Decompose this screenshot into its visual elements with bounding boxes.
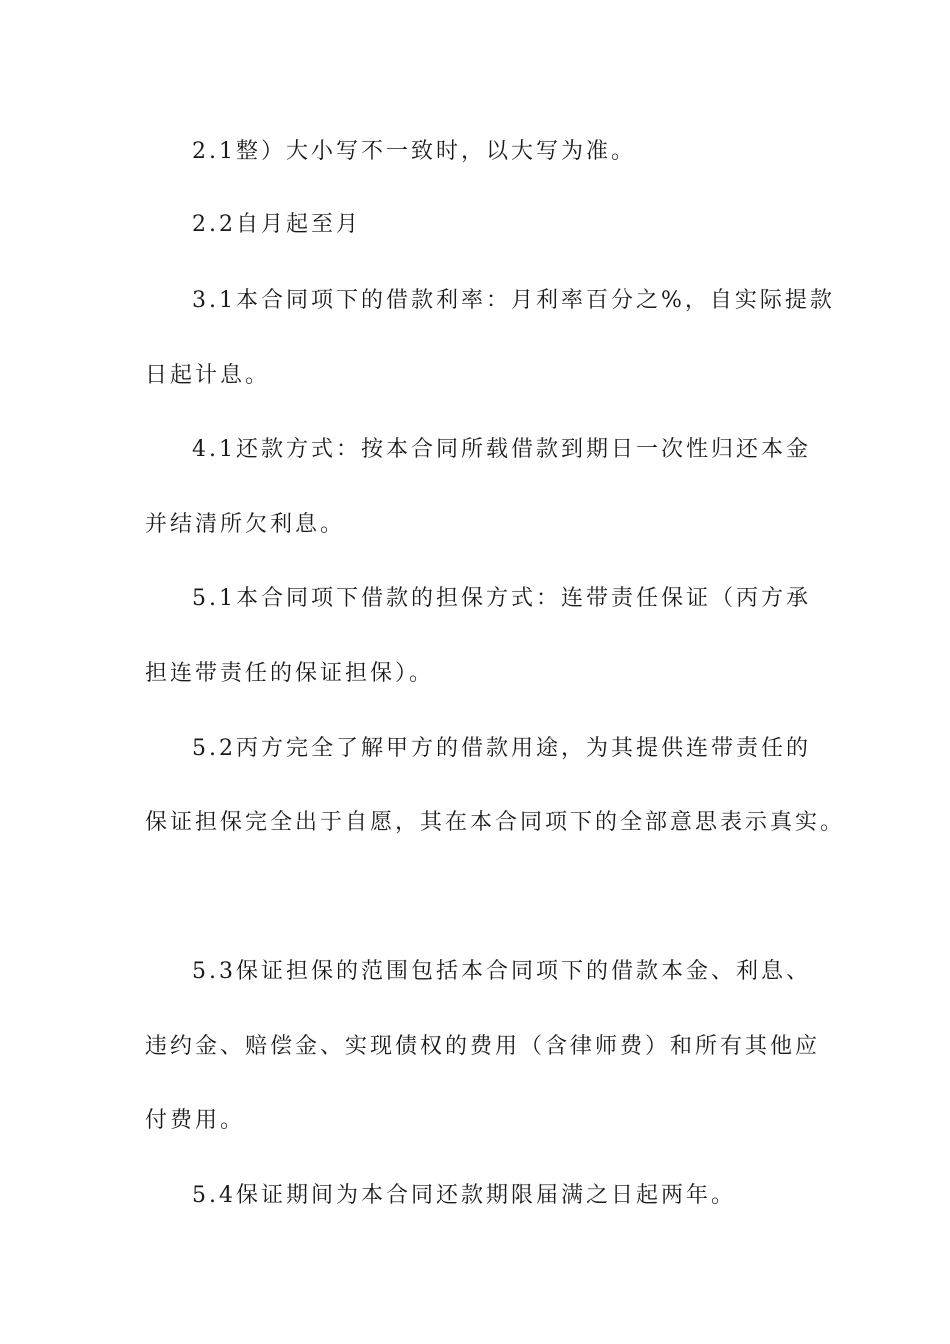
clause-4-1-line-2: 并结清所欠利息。 [145,512,346,537]
clause-5-1-line-1: 5.1本合同项下借款的担保方式：连带责任保证（丙方承 [192,586,811,611]
clause-5-4-line: 5.4保证期间为本合同还款期限届满之日起两年。 [192,1183,736,1208]
clause-3-1-line-1: 3.1本合同项下的借款利率：月利率百分之%，自实际提款 [192,288,835,313]
clause-2-2-line: 2.2自月起至月 [192,212,361,237]
clause-5-3-line-2: 违约金、赔偿金、实现债权的费用（含律师费）和所有其他应 [145,1034,821,1059]
clause-3-1-line-2: 日起计息。 [145,363,271,388]
clause-5-1-line-2: 担连带责任的保证担保）。 [145,661,435,686]
clause-5-3-line-1: 5.3保证担保的范围包括本合同项下的借款本金、利息、 [192,959,811,984]
clause-5-2-line-2: 保证担保完全出于自愿，其在本合同项下的全部意思表示真实。 [145,810,846,835]
clause-5-2-line-1: 5.2丙方完全了解甲方的借款用途，为其提供连带责任的 [192,736,811,761]
clause-5-3-line-3: 付费用。 [145,1108,246,1133]
clause-2-1-line: 2.1整）大小写不一致时，以大写为准。 [192,139,636,164]
clause-4-1-line-1: 4.1还款方式：按本合同所载借款到期日一次性归还本金 [192,437,811,462]
